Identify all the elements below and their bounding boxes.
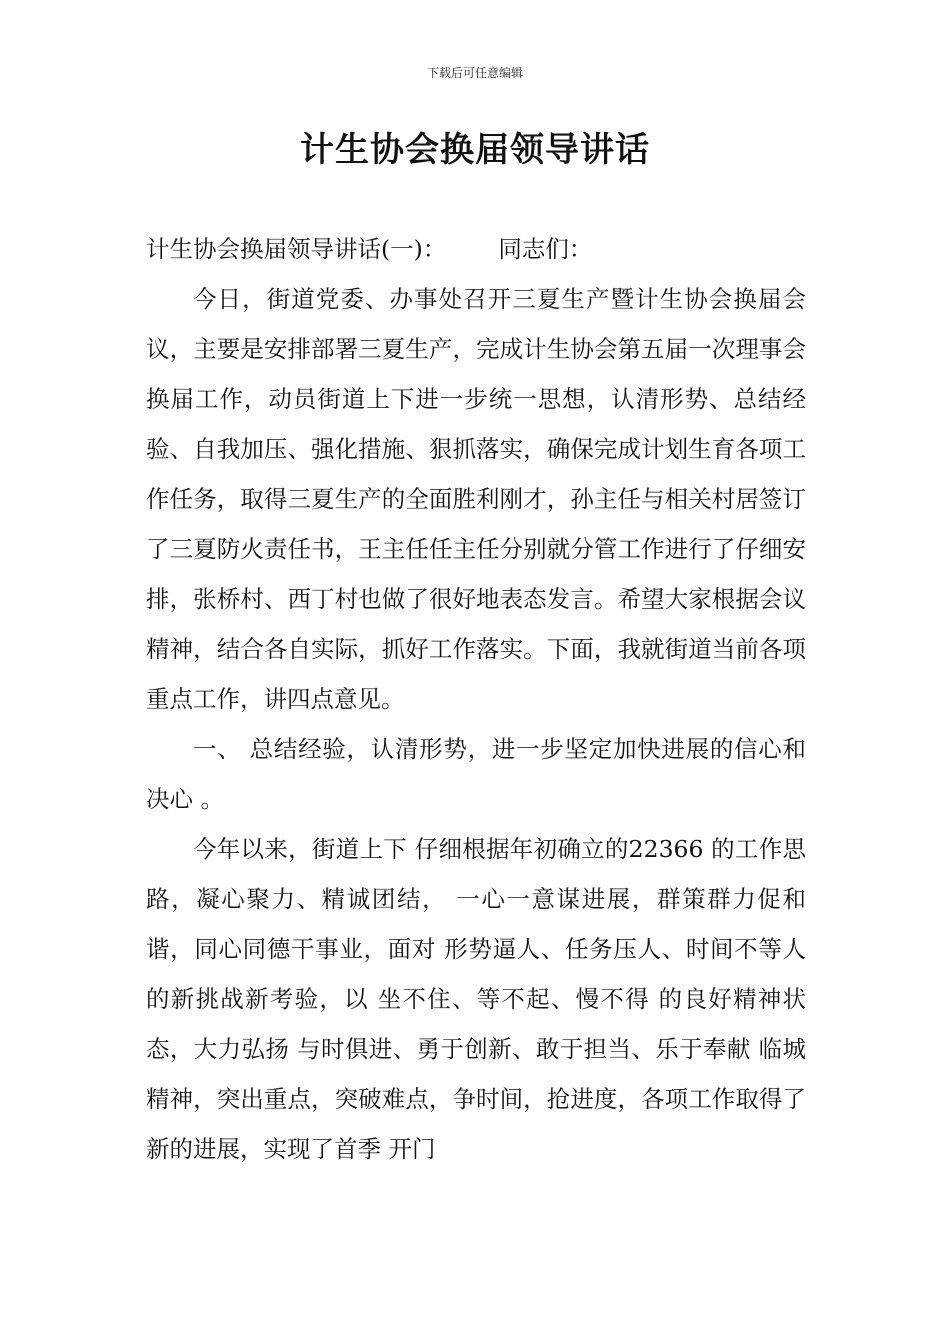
- intro-line: [146, 224, 806, 274]
- intro-label: 计生协会换届领导讲话(一)：: [146, 235, 447, 263]
- paragraph-opening: 今日，街道党委、办事处召开三夏生产暨计生协会换届会议，主要是安排部署三夏生产，完成计生协会第五届一次理事会换届工作，动员街道上下进一步统一思想，认清形势、总结经验、自我加压、强化措施、狠抓落实，确保完成计划生育各项工作任务，取得三夏生产的全面胜利刚才，孙主任与相关村居签订了三夏防火责任书，王主任任主任分别就分管工作进行了仔细安排，张桥村、西丁村也做了很好地表态发言。希望大家根据会议精神，结合各自实际，抓好工作落实。下面，我就街道当前各项重点工作，讲四点意见。: [146, 285, 806, 713]
- document-title: 计生协会换届领导讲话: [300, 130, 650, 170]
- document-body: [146, 224, 806, 1174]
- greeting: 同志们：: [498, 235, 593, 263]
- paragraph-section-heading-1: 一、 总结经验，认清形势，进一步坚定加快进展的信心和决心 。: [146, 735, 806, 813]
- paragraph-section-body-1: 今年以来，街道上下 仔细根据年初确立的22366 的工作思路，凝心聚力、精诚团结， 一心一意谋进展，群策群力促和谐，同心同德干事业，面对 形势逼人、任务压人、时间不等人 的新挑战新考验，以 坐不住、等不起、慢不得 的良好精神状态，大力弘扬 与时俱进、勇于创新、敢于担当、乐于奉献 临城精神，突出重点，突破难点，争时间，抢进度，各项工作取得了新的进展，实现了首季 开门: [146, 835, 806, 1163]
- header-note: 下载后可任意编辑: [426, 66, 523, 80]
